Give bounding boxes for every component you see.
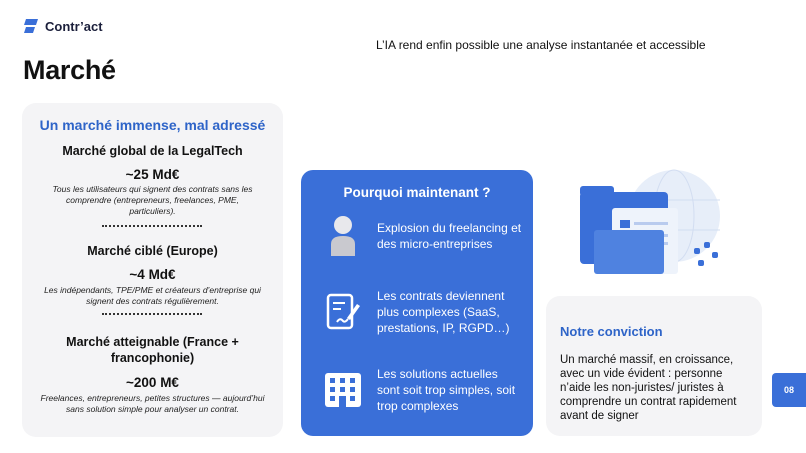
why-now-text: Les contrats deviennent plus complexes (SaaS, prestations, IP, RGPD…) — [377, 289, 510, 335]
market-card — [22, 103, 283, 437]
page-number-badge: 08 — [772, 373, 806, 407]
why-now-title: Pourquoi maintenant ? — [343, 185, 491, 200]
segment-desc-targeted: Les indépendants, TPE/PME et créateurs d’entreprise qui signent des contrats régulièrement. — [44, 285, 261, 306]
tagline: L’IA rend enfin possible une analyse instantanée et accessible — [376, 38, 706, 52]
brand-logo-icon — [23, 18, 39, 34]
segment-value-targeted: ~4 Md€ — [129, 267, 176, 282]
market-card-title: Un marché immense, mal adressé — [39, 117, 266, 133]
divider — [102, 313, 202, 315]
why-now-item — [323, 214, 523, 258]
person-icon — [323, 214, 363, 258]
why-now-text: Les solutions actuelles sont soit trop simples, soit trop complexes — [377, 367, 516, 413]
conviction-title: Notre conviction — [560, 324, 663, 339]
brand — [23, 18, 103, 34]
conviction-text: Un marché massif, en croissance, avec un vide évident : personne n’aide les non-juristes/ juristes à comprendre un contrat rapidement avant de signer — [560, 354, 737, 422]
divider — [102, 225, 202, 227]
building-icon — [323, 368, 363, 412]
conviction-card — [546, 296, 762, 436]
segment-value-global: ~25 Md€ — [125, 167, 180, 182]
why-now-card — [301, 170, 533, 436]
contract-edit-icon — [323, 290, 363, 334]
segment-title-reachable: Marché atteignable (France + francophonie) — [66, 335, 239, 365]
segment-desc-reachable: Freelances, entrepreneurs, petites structures — aujourd’hui sans solution simple pour analyser un contrat. — [40, 393, 265, 414]
page-title: Marché — [23, 55, 116, 85]
segment-desc-global: Tous les utilisateurs qui signent des contrats sans les comprendre (entrepreneurs, freelances, PME, particuliers). — [52, 184, 253, 216]
why-now-item — [323, 366, 523, 414]
why-now-item — [323, 288, 523, 336]
folder-globe-illustration-icon — [576, 168, 736, 278]
why-now-text: Explosion du freelancing et des micro-entreprises — [377, 221, 522, 251]
segment-value-reachable: ~200 M€ — [126, 375, 179, 390]
brand-name: Contr’act — [45, 18, 103, 34]
segment-title-global: Marché global de la LegalTech — [62, 144, 243, 158]
segment-title-targeted: Marché ciblé (Europe) — [87, 244, 218, 258]
